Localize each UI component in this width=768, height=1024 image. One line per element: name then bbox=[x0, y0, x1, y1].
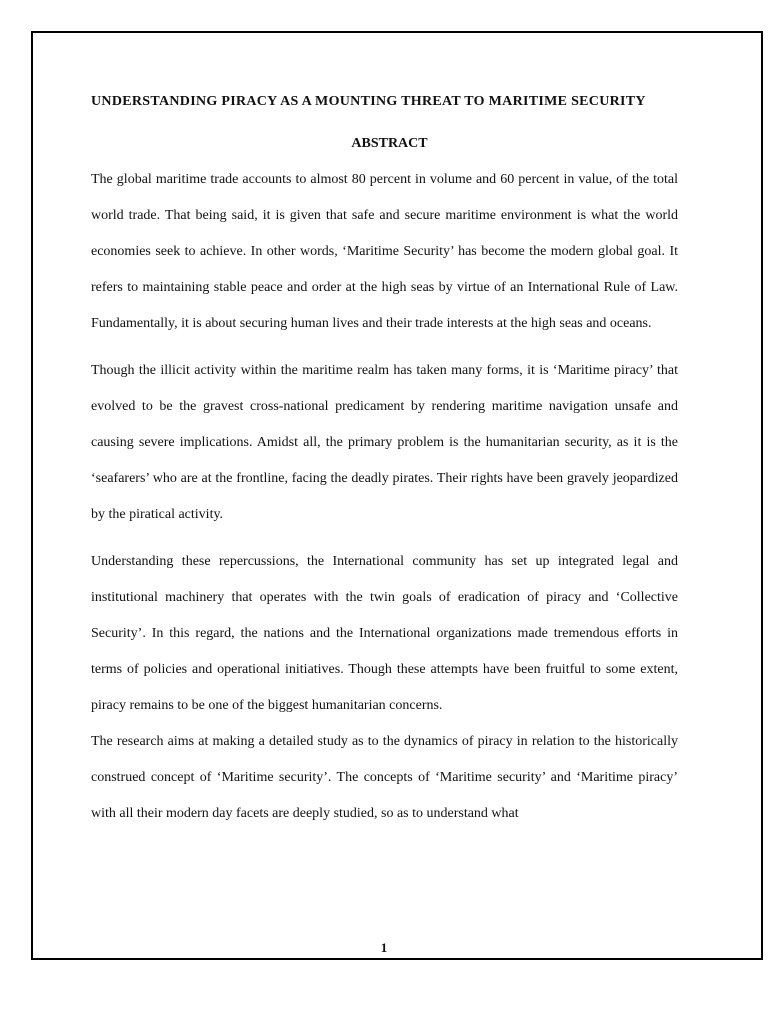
abstract-paragraph-4: The research aims at making a detailed study as to the dynamics of piracy in relation to the historically construed concept of ‘Maritime security’. The concepts of ‘Maritime security’ and ‘Maritime piracy’ with all their modern day facets are deeply studied, so as to understand what bbox=[91, 734, 678, 821]
abstract-heading: ABSTRACT bbox=[351, 136, 428, 151]
document-title: UNDERSTANDING PIRACY AS A MOUNTING THREAT TO MARITIME SECURITY bbox=[91, 94, 646, 109]
abstract-paragraph-2: Though the illicit activity within the maritime realm has taken many forms, it is ‘Maritime piracy’ that evolved to be the gravest cross-national predicament by rendering maritime navigation unsafe and causing severe implications. Amidst all, the primary problem is the humanitarian security, as it is the ‘seafarers’ who are at the frontline, facing the deadly pirates. Their rights have been gravely jeopardized by the piratical activity. bbox=[91, 363, 678, 522]
page-number: 1 bbox=[380, 940, 388, 955]
abstract-paragraph-3: Understanding these repercussions, the International community has set up integrated legal and institutional machinery that operates with the twin goals of eradication of piracy and ‘Collective Security’. In this regard, the nations and the International organizations made tremendous efforts in terms of policies and operational initiatives. Though these attempts have been fruitful to some extent, piracy remains to be one of the biggest humanitarian concerns. bbox=[91, 554, 678, 713]
document-body bbox=[91, 84, 678, 832]
abstract-paragraph-1: The global maritime trade accounts to almost 80 percent in volume and 60 percent in value, of the total world trade. That being said, it is given that safe and secure maritime environment is what the world economies seek to achieve. In other words, ‘Maritime Security’ has become the modern global goal. It refers to maintaining stable peace and order at the high seas by virtue of an International Rule of Law. Fundamentally, it is about securing human lives and their trade interests at the high seas and oceans. bbox=[91, 172, 678, 331]
